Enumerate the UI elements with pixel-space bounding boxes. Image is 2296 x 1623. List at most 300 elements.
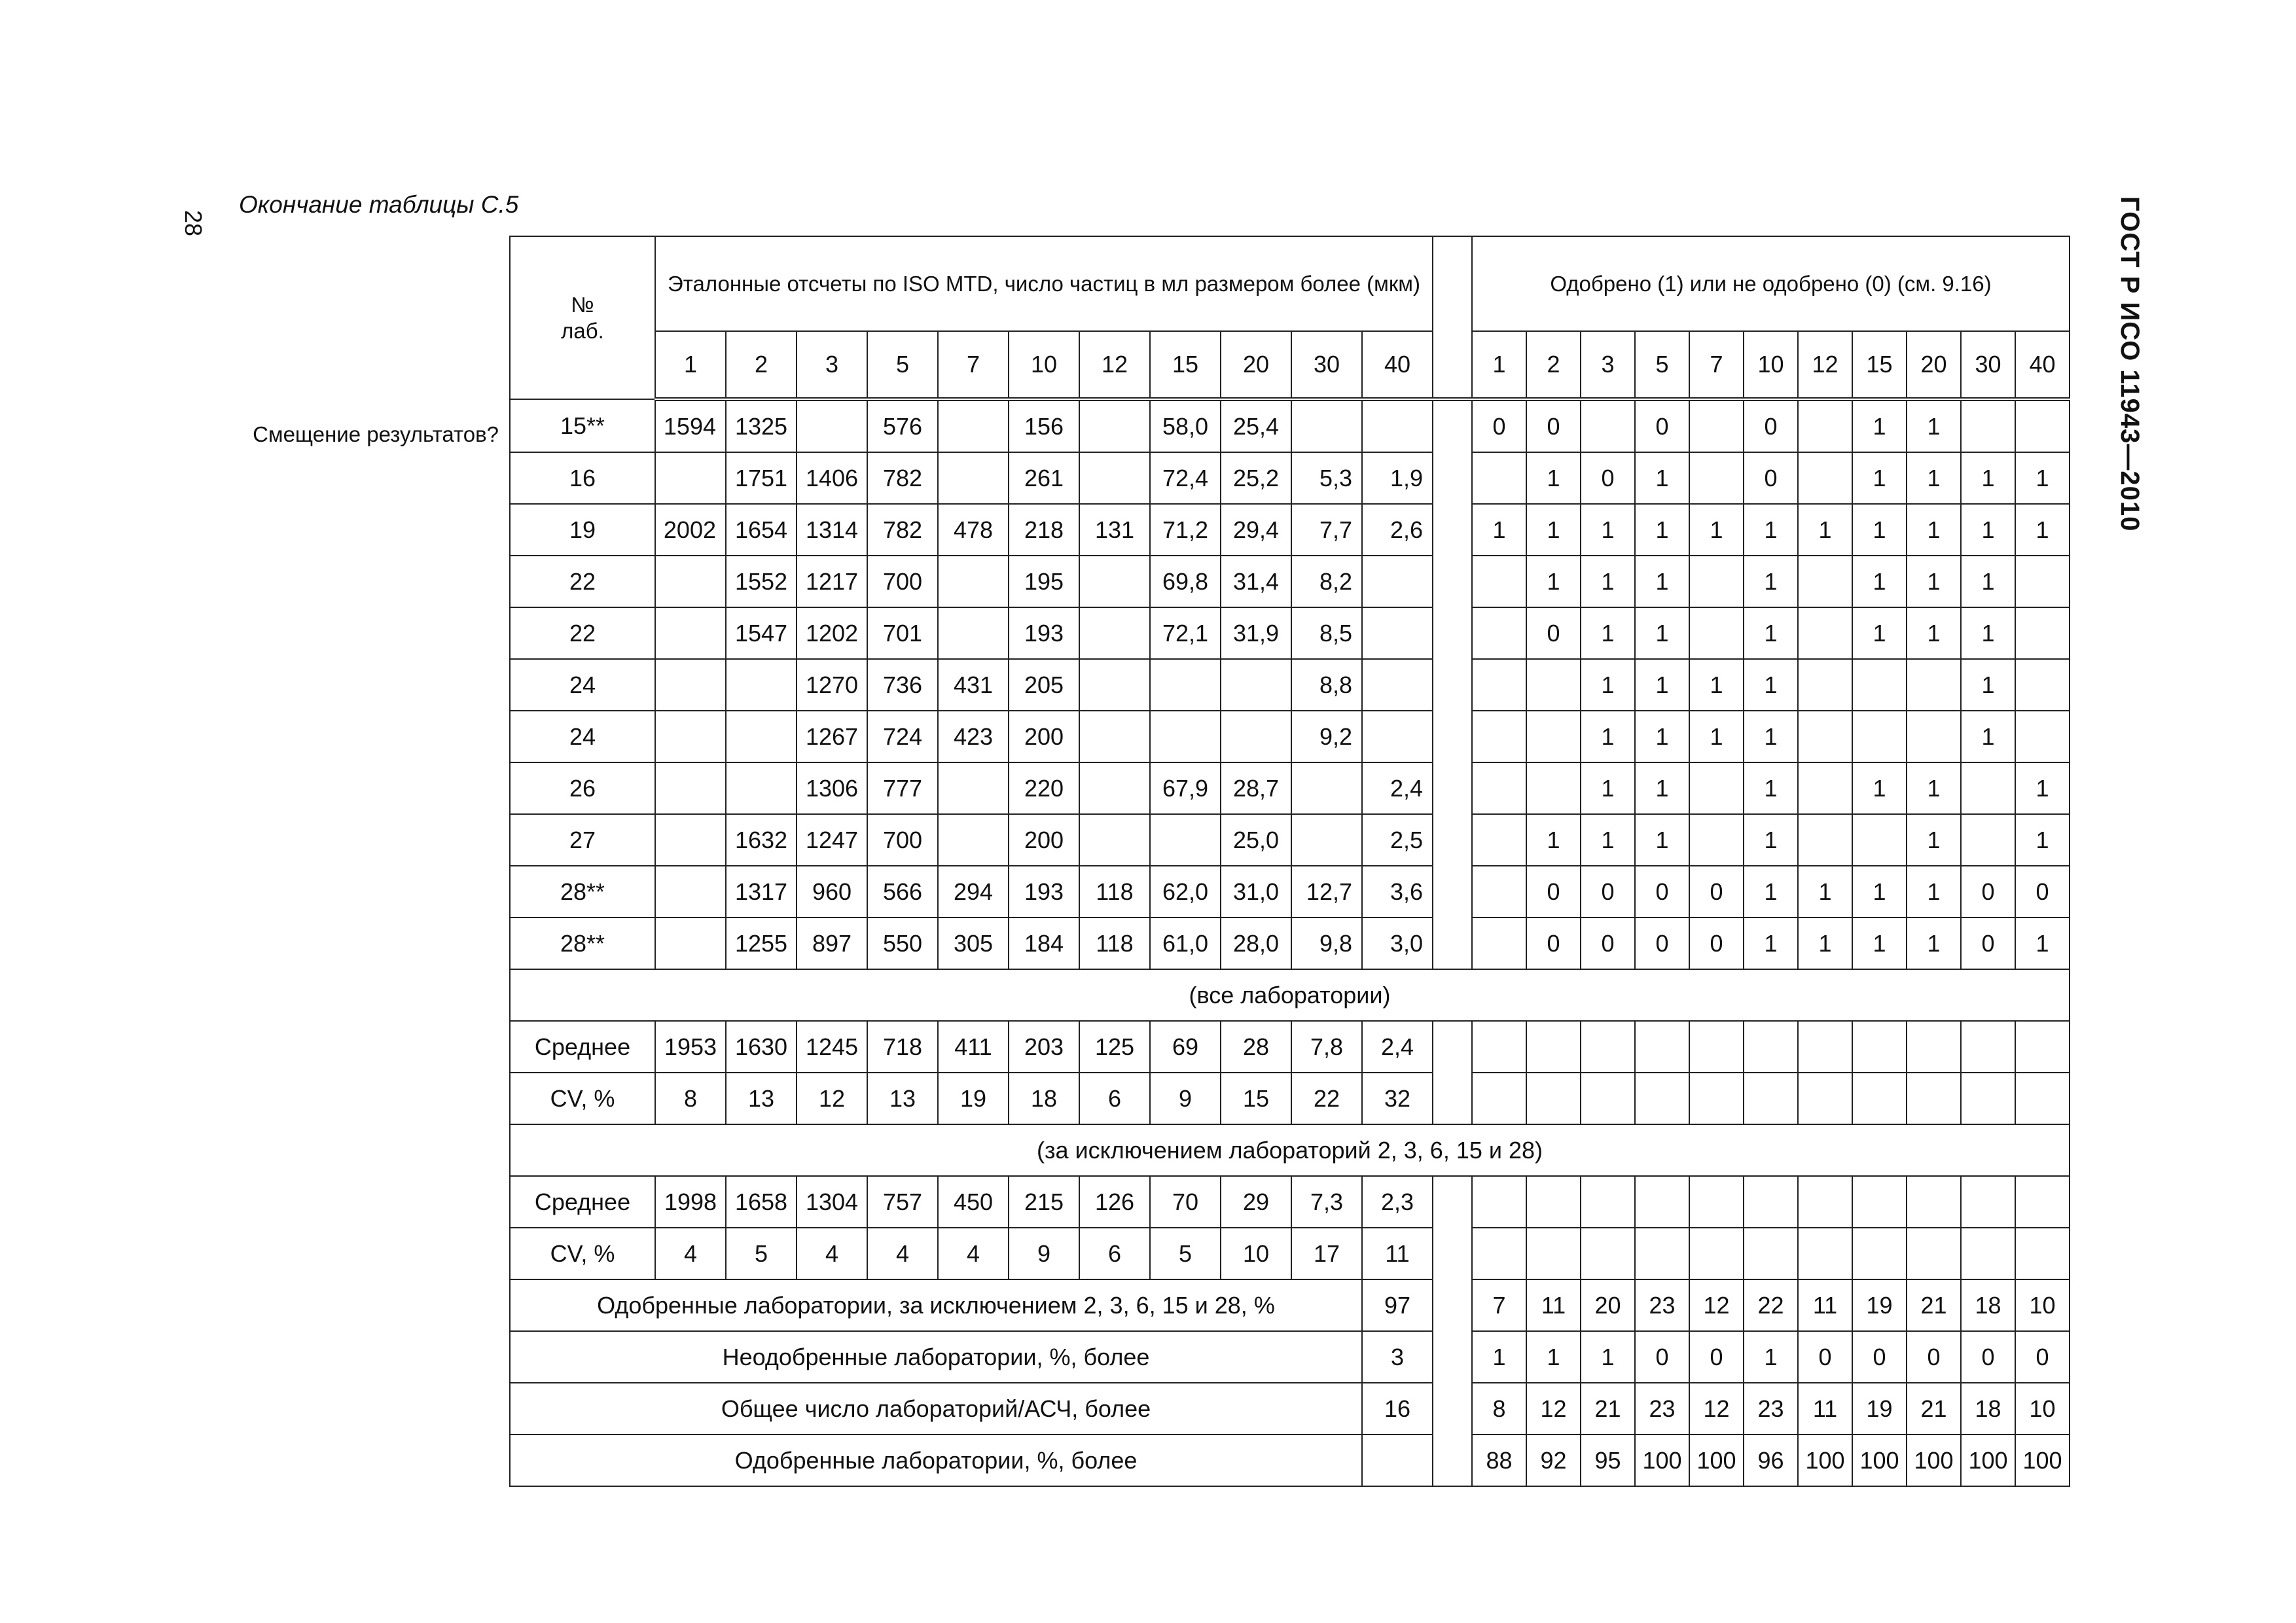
count-cell <box>1079 452 1150 504</box>
approval-cell: 0 <box>1689 918 1744 969</box>
column-gap <box>1433 866 1472 918</box>
count-cell: 261 <box>1009 452 1079 504</box>
count-cell <box>1150 711 1221 762</box>
lab-number-cell: 24 <box>510 711 655 762</box>
count-cell: 1202 <box>797 607 867 659</box>
approval-cell: 1 <box>1635 452 1689 504</box>
approval-cell: 0 <box>1581 918 1635 969</box>
summary-row <box>510 1331 2070 1383</box>
stat-value-cell: 126 <box>1079 1176 1150 1228</box>
stat-value-cell: 11 <box>1362 1228 1433 1279</box>
approval-cell: 1 <box>2015 452 2070 504</box>
empty-cell <box>1472 1073 1526 1124</box>
empty-cell <box>1689 1021 1744 1073</box>
column-gap <box>1433 1228 1472 1279</box>
size-header-cell: 5 <box>867 331 938 399</box>
stat-value-cell: 125 <box>1079 1021 1150 1073</box>
stat-value-cell: 2,3 <box>1362 1176 1433 1228</box>
approval-cell: 0 <box>1526 918 1581 969</box>
count-cell: 566 <box>867 866 938 918</box>
approval-cell <box>2015 607 2070 659</box>
count-cell <box>938 814 1009 866</box>
count-cell: 72,4 <box>1150 452 1221 504</box>
count-cell <box>655 452 726 504</box>
count-cell: 193 <box>1009 866 1079 918</box>
approval-cell: 1 <box>1581 607 1635 659</box>
size-header-cell: 2 <box>726 331 797 399</box>
lab-number-cell: 22 <box>510 607 655 659</box>
stat-value-cell: 8 <box>655 1073 726 1124</box>
count-cell: 184 <box>1009 918 1079 969</box>
approval-cell: 1 <box>1907 762 1961 814</box>
count-cell: 195 <box>1009 556 1079 607</box>
count-cell <box>1291 814 1362 866</box>
approval-cell: 1 <box>1907 452 1961 504</box>
count-cell: 1217 <box>797 556 867 607</box>
approval-cell: 1 <box>1744 556 1798 607</box>
size-header-cell: 1 <box>655 331 726 399</box>
summary-label-cell: Общее число лабораторий/АСЧ, более <box>510 1383 1362 1435</box>
summary-row <box>510 1435 2070 1486</box>
approval-cell: 1 <box>1907 866 1961 918</box>
count-cell: 782 <box>867 452 938 504</box>
empty-cell <box>1581 1021 1635 1073</box>
size-header-cell: 5 <box>1635 331 1689 399</box>
size-header-cell: 12 <box>1798 331 1852 399</box>
summary-value-cell: 1 <box>1526 1331 1581 1383</box>
count-cell <box>1362 556 1433 607</box>
count-cell <box>655 659 726 711</box>
approval-cell <box>1852 814 1907 866</box>
count-cell <box>655 556 726 607</box>
count-cell <box>797 399 867 452</box>
approval-cell: 0 <box>1581 866 1635 918</box>
count-cell: 1552 <box>726 556 797 607</box>
approval-cell: 1 <box>1635 659 1689 711</box>
stat-value-cell: 6 <box>1079 1073 1150 1124</box>
approval-cell: 0 <box>1526 866 1581 918</box>
lab-row <box>510 556 2070 607</box>
summary-value-cell: 100 <box>1907 1435 1961 1486</box>
summary-value-cell: 7 <box>1472 1279 1526 1331</box>
size-header-cell: 10 <box>1744 331 1798 399</box>
approval-cell: 1 <box>1689 659 1744 711</box>
lab-row <box>510 711 2070 762</box>
column-gap <box>1433 1331 1472 1383</box>
summary-value-cell: 100 <box>1635 1435 1689 1486</box>
count-cell <box>655 762 726 814</box>
approval-cell: 1 <box>1961 556 2015 607</box>
approval-cell: 1 <box>1581 814 1635 866</box>
stat-value-cell: 1998 <box>655 1176 726 1228</box>
approval-cell: 1 <box>2015 504 2070 556</box>
stat-value-cell: 757 <box>867 1176 938 1228</box>
size-header-cell: 40 <box>1362 331 1433 399</box>
count-cell <box>938 607 1009 659</box>
empty-cell <box>1852 1073 1907 1124</box>
reference-counts-header <box>655 236 1433 331</box>
approval-header <box>1472 236 2070 331</box>
size-header-cell: 30 <box>1961 331 2015 399</box>
lab-number-cell: 22 <box>510 556 655 607</box>
approval-cell <box>1526 659 1581 711</box>
stat-value-cell: 5 <box>726 1228 797 1279</box>
approval-cell: 1 <box>1581 556 1635 607</box>
size-header-row <box>510 331 2070 399</box>
summary-value-cell: 19 <box>1852 1383 1907 1435</box>
approval-cell: 1 <box>1852 504 1907 556</box>
approval-cell: 1 <box>1961 607 2015 659</box>
approval-cell: 1 <box>1907 504 1961 556</box>
approval-cell <box>1581 399 1635 452</box>
summary-value-cell: 21 <box>1907 1383 1961 1435</box>
count-cell: 220 <box>1009 762 1079 814</box>
approval-cell: 1 <box>1581 504 1635 556</box>
count-cell: 131 <box>1079 504 1150 556</box>
approval-cell: 1 <box>1961 711 2015 762</box>
approval-cell: 1 <box>1852 918 1907 969</box>
stat-value-cell: 4 <box>867 1228 938 1279</box>
summary-value-cell: 88 <box>1472 1435 1526 1486</box>
approval-cell: 1 <box>1852 399 1907 452</box>
count-cell: 12,7 <box>1291 866 1362 918</box>
size-header-cell: 20 <box>1221 331 1291 399</box>
column-gap <box>1433 1435 1472 1486</box>
standard-title: ГОСТ Р ИСО 11943—2010 <box>2115 196 2144 532</box>
count-cell <box>1150 814 1221 866</box>
count-cell: 28,0 <box>1221 918 1291 969</box>
column-gap <box>1433 814 1472 866</box>
approval-cell <box>2015 659 2070 711</box>
approval-cell <box>1798 607 1852 659</box>
count-cell: 1,9 <box>1362 452 1433 504</box>
summary-value-cell: 12 <box>1689 1279 1744 1331</box>
count-cell: 118 <box>1079 918 1150 969</box>
count-cell: 29,4 <box>1221 504 1291 556</box>
count-cell: 193 <box>1009 607 1079 659</box>
count-cell <box>1079 607 1150 659</box>
count-cell: 1314 <box>797 504 867 556</box>
column-gap <box>1433 1176 1472 1228</box>
approval-cell <box>2015 556 2070 607</box>
approval-cell: 1 <box>1798 866 1852 918</box>
count-cell <box>655 711 726 762</box>
summary-value-cell: 95 <box>1581 1435 1635 1486</box>
approval-cell: 1 <box>1635 814 1689 866</box>
column-gap <box>1433 399 1472 452</box>
summary-value-cell: 0 <box>1961 1331 2015 1383</box>
approval-cell: 0 <box>1472 399 1526 452</box>
approval-cell <box>1472 659 1526 711</box>
empty-cell <box>1581 1228 1635 1279</box>
approval-cell <box>1798 762 1852 814</box>
count-cell: 205 <box>1009 659 1079 711</box>
summary-value-cell: 100 <box>2015 1435 2070 1486</box>
count-cell: 700 <box>867 814 938 866</box>
stat-value-cell: 1245 <box>797 1021 867 1073</box>
count-cell: 5,3 <box>1291 452 1362 504</box>
empty-cell <box>1852 1176 1907 1228</box>
count-cell <box>1079 556 1150 607</box>
summary-value-cell: 0 <box>1689 1331 1744 1383</box>
empty-cell <box>1526 1073 1581 1124</box>
lab-row <box>510 659 2070 711</box>
lab-number-header: № лаб. <box>510 236 655 399</box>
column-gap <box>1433 504 1472 556</box>
stat-value-cell: 4 <box>797 1228 867 1279</box>
summary-label-cell: Одобренные лаборатории, за исключением 2, 3, 6, 15 и 28, % <box>510 1279 1362 1331</box>
approval-cell: 1 <box>1744 814 1798 866</box>
approval-cell: 1 <box>1689 711 1744 762</box>
stat-value-cell: 203 <box>1009 1021 1079 1073</box>
stat-value-cell: 411 <box>938 1021 1009 1073</box>
count-cell <box>655 814 726 866</box>
count-cell <box>938 399 1009 452</box>
summary-value-cell: 10 <box>2015 1279 2070 1331</box>
summary-row <box>510 1383 2070 1435</box>
approval-cell <box>1472 711 1526 762</box>
count-cell <box>1362 659 1433 711</box>
count-cell <box>726 659 797 711</box>
column-gap <box>1433 1383 1472 1435</box>
size-header-cell: 10 <box>1009 331 1079 399</box>
count-cell: 736 <box>867 659 938 711</box>
size-header-cell: 15 <box>1852 331 1907 399</box>
count-cell: 305 <box>938 918 1009 969</box>
lab-row <box>510 504 2070 556</box>
empty-cell <box>1526 1228 1581 1279</box>
header-row <box>510 236 2070 331</box>
stat-value-cell: 12 <box>797 1073 867 1124</box>
stat-value-cell: 15 <box>1221 1073 1291 1124</box>
count-cell: 2,6 <box>1362 504 1433 556</box>
count-cell: 67,9 <box>1150 762 1221 814</box>
summary-value-cell: 8 <box>1472 1383 1526 1435</box>
count-cell <box>655 918 726 969</box>
stat-value-cell: 718 <box>867 1021 938 1073</box>
stat-value-cell: 1630 <box>726 1021 797 1073</box>
stat-value-cell: 70 <box>1150 1176 1221 1228</box>
empty-cell <box>1581 1176 1635 1228</box>
approval-cell <box>1852 659 1907 711</box>
summary-value-cell: 18 <box>1961 1383 2015 1435</box>
size-header-cell: 40 <box>2015 331 2070 399</box>
count-cell: 200 <box>1009 814 1079 866</box>
empty-cell <box>1635 1176 1689 1228</box>
approval-cell <box>1961 762 2015 814</box>
count-cell: 200 <box>1009 711 1079 762</box>
summary-value-cell: 100 <box>1689 1435 1744 1486</box>
count-cell: 897 <box>797 918 867 969</box>
summary-value-cell: 0 <box>1907 1331 1961 1383</box>
count-cell: 1247 <box>797 814 867 866</box>
summary-value-cell: 100 <box>1852 1435 1907 1486</box>
lab-row <box>510 607 2070 659</box>
count-cell: 62,0 <box>1150 866 1221 918</box>
stat-label-cell: Среднее <box>510 1021 655 1073</box>
count-cell: 1632 <box>726 814 797 866</box>
lab-row <box>510 452 2070 504</box>
section-row <box>510 969 2070 1021</box>
empty-cell <box>1961 1176 2015 1228</box>
count-cell: 701 <box>867 607 938 659</box>
approval-cell: 1 <box>1744 504 1798 556</box>
approval-cell <box>1526 711 1581 762</box>
approval-cell: 1 <box>1798 918 1852 969</box>
approval-cell <box>1798 814 1852 866</box>
stat-value-cell: 7,8 <box>1291 1021 1362 1073</box>
count-cell: 25,4 <box>1221 399 1291 452</box>
stat-value-cell: 2,4 <box>1362 1021 1433 1073</box>
count-cell: 1406 <box>797 452 867 504</box>
summary-value-cell: 12 <box>1526 1383 1581 1435</box>
approval-cell <box>1472 814 1526 866</box>
count-cell: 2,5 <box>1362 814 1433 866</box>
count-cell <box>726 762 797 814</box>
column-gap <box>1433 1279 1472 1331</box>
approval-cell: 1 <box>1635 556 1689 607</box>
summary-value-cell: 1 <box>1744 1331 1798 1383</box>
reference-counts-header-text: Эталонные отсчеты по ISO MTD, число частиц в мл размером более (мкм) <box>668 271 1420 296</box>
approval-cell: 1 <box>1526 504 1581 556</box>
approval-cell <box>1689 452 1744 504</box>
stat-value-cell: 4 <box>655 1228 726 1279</box>
count-cell <box>1079 659 1150 711</box>
empty-cell <box>1907 1073 1961 1124</box>
count-cell <box>1079 399 1150 452</box>
all-labs-stat-row <box>510 1073 2070 1124</box>
empty-cell <box>1907 1176 1961 1228</box>
approval-cell: 1 <box>1526 452 1581 504</box>
approval-cell: 1 <box>1635 711 1689 762</box>
count-cell <box>1362 399 1433 452</box>
summary-value-cell: 19 <box>1852 1279 1907 1331</box>
approval-cell <box>1798 399 1852 452</box>
stat-value-cell: 10 <box>1221 1228 1291 1279</box>
stat-value-cell: 19 <box>938 1073 1009 1124</box>
stat-value-cell: 5 <box>1150 1228 1221 1279</box>
summary-value-cell: 11 <box>1526 1279 1581 1331</box>
approval-cell <box>1472 918 1526 969</box>
side-note: Смещение результатов? <box>253 422 499 446</box>
stat-value-cell: 1658 <box>726 1176 797 1228</box>
empty-cell <box>1635 1021 1689 1073</box>
count-cell <box>655 607 726 659</box>
approval-cell <box>1689 556 1744 607</box>
count-cell <box>1362 607 1433 659</box>
count-cell: 31,0 <box>1221 866 1291 918</box>
approval-cell <box>1961 814 2015 866</box>
approval-cell: 0 <box>1635 866 1689 918</box>
empty-cell <box>1689 1073 1744 1124</box>
summary-value-cell: 1 <box>1472 1331 1526 1383</box>
lab-row <box>510 814 2070 866</box>
approval-cell: 1 <box>1852 866 1907 918</box>
stat-value-cell: 69 <box>1150 1021 1221 1073</box>
count-cell: 9,2 <box>1291 711 1362 762</box>
column-gap <box>1433 331 1472 399</box>
count-cell: 25,0 <box>1221 814 1291 866</box>
approval-cell <box>1689 607 1744 659</box>
summary-label-cell: Одобренные лаборатории, %, более <box>510 1435 1362 1486</box>
summary-value-cell: 96 <box>1744 1435 1798 1486</box>
count-cell <box>1221 659 1291 711</box>
approval-cell <box>1798 452 1852 504</box>
count-cell <box>726 711 797 762</box>
count-cell: 1270 <box>797 659 867 711</box>
count-cell: 1594 <box>655 399 726 452</box>
count-cell <box>1079 711 1150 762</box>
stat-value-cell: 32 <box>1362 1073 1433 1124</box>
empty-cell <box>1581 1073 1635 1124</box>
summary-value-cell: 23 <box>1744 1383 1798 1435</box>
approval-cell: 1 <box>1581 762 1635 814</box>
approval-cell: 1 <box>1744 607 1798 659</box>
empty-cell <box>1852 1228 1907 1279</box>
empty-cell <box>1635 1228 1689 1279</box>
approval-cell <box>1798 711 1852 762</box>
lab-number-cell: 16 <box>510 452 655 504</box>
approval-cell: 1 <box>1744 762 1798 814</box>
empty-cell <box>1961 1228 2015 1279</box>
approval-cell <box>1689 814 1744 866</box>
lab-number-cell: 28** <box>510 918 655 969</box>
approval-cell <box>1472 866 1526 918</box>
count-cell <box>1150 659 1221 711</box>
approval-cell: 1 <box>1907 399 1961 452</box>
empty-cell <box>1907 1021 1961 1073</box>
empty-cell <box>1635 1073 1689 1124</box>
count-cell: 72,1 <box>1150 607 1221 659</box>
approval-cell <box>1907 659 1961 711</box>
lab-number-cell: 19 <box>510 504 655 556</box>
approval-cell: 0 <box>1581 452 1635 504</box>
count-cell: 423 <box>938 711 1009 762</box>
size-header-cell: 7 <box>938 331 1009 399</box>
stat-label-cell: CV, % <box>510 1228 655 1279</box>
summary-total-cell: 97 <box>1362 1279 1433 1331</box>
approval-cell: 1 <box>1744 866 1798 918</box>
approval-cell: 1 <box>1961 452 2015 504</box>
approval-cell: 1 <box>1961 659 2015 711</box>
size-header-cell: 3 <box>1581 331 1635 399</box>
count-cell <box>1221 711 1291 762</box>
summary-value-cell: 0 <box>1852 1331 1907 1383</box>
empty-cell <box>1852 1021 1907 1073</box>
approval-cell: 0 <box>1635 399 1689 452</box>
stat-value-cell: 4 <box>938 1228 1009 1279</box>
stat-label-cell: CV, % <box>510 1073 655 1124</box>
summary-value-cell: 23 <box>1635 1383 1689 1435</box>
approval-cell <box>1689 762 1744 814</box>
count-cell: 1654 <box>726 504 797 556</box>
empty-cell <box>2015 1021 2070 1073</box>
column-gap <box>1433 918 1472 969</box>
size-header-cell: 20 <box>1907 331 1961 399</box>
stat-value-cell: 22 <box>1291 1073 1362 1124</box>
empty-cell <box>2015 1073 2070 1124</box>
column-gap <box>1433 762 1472 814</box>
count-cell <box>1079 762 1150 814</box>
excluded-labs-section-label: (за исключением лабораторий 2, 3, 6, 15 и 28) <box>510 1124 2070 1176</box>
column-gap <box>1433 556 1472 607</box>
approval-cell: 1 <box>1744 918 1798 969</box>
stat-value-cell: 13 <box>867 1073 938 1124</box>
empty-cell <box>1526 1021 1581 1073</box>
approval-cell <box>1907 711 1961 762</box>
approval-cell: 0 <box>1961 866 2015 918</box>
count-cell: 2002 <box>655 504 726 556</box>
